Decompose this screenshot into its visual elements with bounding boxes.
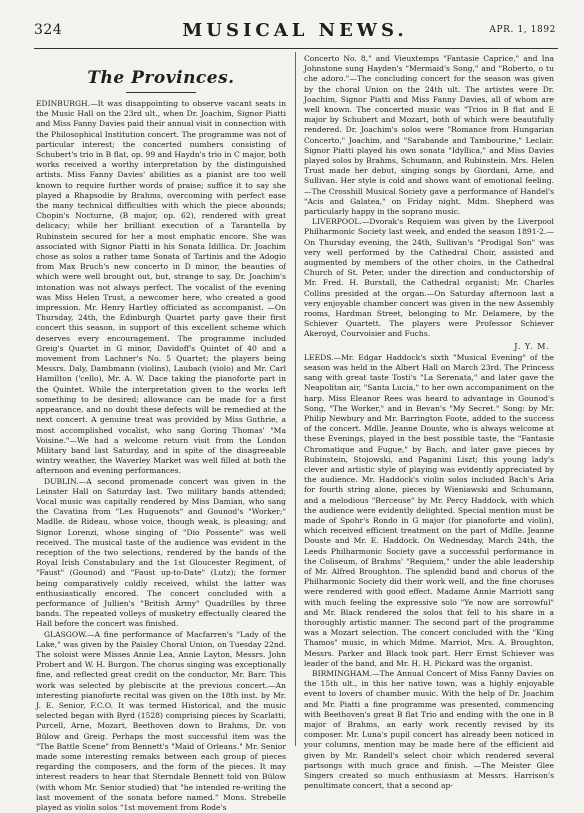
article-paragraph: GLASGOW.—A fine performance of Macfarren's "Lady of the Lake," was given by the Paisley Choral Union, on Tuesday 22nd. The soloist were Misses Annie Lea, Annie Layton, Messrs. John Probert and W. H. Burgon. The chorus singing was exceptionally fine, and reflected great credit on the conductor, Mr. Barr. This work was selected by plebiscite at the previous concert.—An interesting pianoforte recital was given on the 18th inst. by Mr. J. E. Senior, F.C.O. It was termed Historical, and the music selected began with Byrd (1528) comprising pieces by Scarlatti, Purcell, Arne, Mozart, Beethoven down to Brahms, Dr. von Bülow and Greig. Perhaps the most successful item was the "The Battle Scene" from Bennett's "Maid of Orleans." Mr. Senior made some interesting remaks between each group of pieces regarding the composers, and the form of the pieces. It may interest readers to hear that Sterndale Bennett told von Bülow (with whom Mr. Senior studied) that "he intended re-writing the last movement of the sonata before named." Mons. Strebelle played as violin solos "1st movement from Rode's [36,629,286,813]
issue-date: APR. 1, 1892 [489,25,556,35]
right-column [304,54,554,791]
section-heading: The Provinces. [87,68,235,88]
page-number: 324 [34,22,63,38]
article-paragraph: DUBLIN.—A second promenade concert was given in the Leinster Hall on Saturday last. Two military bands attended; Vocal music was capitally rendered by Miss Damian, who sang the Cavatina from "Les Huguenots" and Gounod's "Worker;" Madlle. de Rideau, whose voice, though weak, is pleasing; and Signor Lorenzi, whose singing of "Dio Possente" was well received. The musical taste of the audience was evident in the reception of the two selections, rendered by the bands of the Royal Irish Constabulary and the 1st Gloucester Regiment, of "Faust" (Gounod) and "Faust up-to-Date" (Lutz); the former being comparatively coldly received, whilst the latter was enthusiastically encored. The concert concluded with a performance of Jullien's "British Army" Quadrilles by three bands. The repeated volleys of musketry effectually cleared the Hall before the concert was finished. [36,476,286,629]
article-paragraph: Concerto No. 8," and Vieuxtemps "Fantasie Caprice," and Ina Johnstone sung Hayden's "Mermaid's Song," and "Roberto, o tu che adoro."—The concluding concert for the season was given by the choral Union on the 24th ult. The artistes were Dr. Joachim, Signor Piatti and Miss Fanny Davies, all of whom are well known. The concerted music was "Trios in B flat and E major by Schubert and Mozart, both of which were beautifully rendered. Dr. Joachim's solos were "Romance from Hungarian Concerto," Joachim, and "Sarabande and Tambourine," Leclair. Signor Piatti played his own sonata "Idyllica," and Miss Davies played solos by Brahms, Schumann, and Rubinstein. Mrs. Helen Trust made her debut, singing songs by Giordani, Arne, and Sullivan. Her style is cold and shows want of emotional feeling.—The Crosshill Musical Society gave a performance of Handel's "Acis and Galatea," on Friday night. Mdm. Shepherd was particularly happy in the soprano music. [304,54,554,217]
author-signature: J. Y. M. [514,341,550,351]
article-paragraph: LEEDS.—Mr. Edgar Haddock's sixth "Musical Evening" of the season was held in the Albert Hall on March 23rd. The Princess sang with great taste Tosti's "La Serenata," and later gave the Neapolitan air, "Santa Lucia," to her own accompaniment on the harp. Miss Eleanor Rees was heard to advantage in Gounod's Song, "The Worker," and in Bevan's "My Secret." Song: by Mr. Philip Newbury and Mr. Barrington Foote, added to the success of the concert. Mdlle. Jeanne Douste, who is always welcome at these Evenings, played in the best possible taste, the "Fantasie Chromatique and Fugue," by Bach, and later gave pieces by Rubinstein, Stojowski, and Paganini Liszt; this young lady's clever and artistic style of playing was evidently appreciated by the audience. Mr. Haddock's violin solos included Bach's Aria for fourth string alone, pieces by Wieniawski and Schumann, and a melodious "Berceuse" by Mr. Percy Haddock, with which the audience were evidently delighted. Special mention must be made of Spohr's Rondo in G major (for pianoforte and violin), which received efficient treatment on the part of Mdlle. Jeanne Douste and Mr. E. Haddock. On Wednesday, March 24th, the Leeds Philharmonic Society gave a successful performance in the Coliseum, of Brahms' "Requiem," under the able leadership of Mr. Alfred Broughton. The splendid band and chorus of the Philharmonic Society did their work well, and the fine choruses were rendered with good effect. Madame Annie Marriott sang with much feeling the expressive solo "Ye now are sorrowful" and Mr. Black rendered the solos that fell to his share in a thoroughly artistic manner. The second part of the programme was a Mozart selection. The concert concluded with the "King Thamos" music, in which Mdme. Marriot, Mrs. A. Broughton, Messrs. Parker and Black took part. Herr Ernst Schiever was leader of the band, and Mr. H. H. Pickard was the organist. [304,352,554,668]
page-header [34,20,556,46]
column-divider [295,52,296,746]
section-underline [126,92,196,93]
article-paragraph: BIRMINGHAM.—The Annual Concert of Miss Fanny Davies on the 15th ult., in this her native town, was a highly enjoyable event to lovers of chamber music. With the help of Dr. Joachim and Mr. Piatti a fine programme was presented, commencing with Beethoven's great B flat Trio and ending with the one in B major of Brahms, an early work recently revised by its composer. Mr. Luna's pupil concert has already been noticed in your columns, mention may be made here of the efficient aid given by Mr. Randell's select choir which rendered several partsongs with much grace and finish. —The Meister Glee Singers created so much enthusiasm at Messrs. Harrison's penultimate concert, that a second ap- [304,668,554,791]
header-rule [34,48,558,49]
article-paragraph: LIVERPOOL.—Dvorak's Requiem was given by the Liverpool Philharmonic Society last week, and ended the season 1891-2.—On Thursday evening, the 24th, Sullivan's "Prodigal Son" was very well performed by the Cathedral Choir, assisted and augmented by members of the other choirs, in the Cathedral Church of St. Peter, under the direction and conductorship of Mr. Fred. H. Burstall, the Cathedral organist; Mr. Charles Collins presided at the organ.—On Saturday afternoon last a very enjoyable chamber concert was given in the new Assembly rooms, Hardman Street, belonging to Mr. Delamere, by the Schiever Quartett. The players were Professor Schiever Akeroyd, Courvoisier and Fuchs. [304,217,554,339]
running-title: MUSICAL NEWS. [182,20,408,41]
article-paragraph: EDINBURGH.—It was disappointing to observe vacant seats in the Music Hall on the 23rd ult., when Dr. Joachim, Signor Piatti and Miss Fanny Davies paid their annual visit in connection with the Philosophical Institution concert. The programme was not of particular interest; the concerted numbers consisting of Schubert's trio in B flat, op. 99 and Haydn's trio in C major, both works received a worthy interpretation by the distinguished artists. Miss Fanny Davies' abilities as a pianist are too well known to require further words of praise; suffice it to say she played a Rhapsodie by Brahms, overcoming with perfect ease the many technical difficulties with which the piece abounds; Chopin's Nocturne, (B major, op. 62), rendered with great delicacy; while her brilliant execution of a Tarantella by Rubinstein secured for her a most emphatic encore. She was associated with Signor Piatti in his Sonata Idillica. Dr. Joachim chose as solos a rather tame Sonata of Tartinis and the Adogio from Max Bruch's new concerto in D minor, the beauties of which were well brought out, but, strange to say, Dr. Joachim's intonation was not always perfect. The vocalist of the evening was Miss Helen Trust, a newcomer here, who created a good impression. Mr. Henry Hartley officiated as accompanist. —On Thursday, 24th, the Edinburgh Quartet party gave their first concert this season, in support of this excellent scheme which deserves every encouragement. The programme included Greig's Quartet in G minor, Davidoff's Quintet of 40 and a movement from Lachner's No. 5 Quartet; the players being Messrs. Daly, Dambmann (violins), Laubach (violo) and Mr. Carl Hamilton ('cello), Mr. A. W. Dace taking the pianoforte part in the Quintet. While the interpretation given to the works left something to be desired; allowance can be made for a first appearance, and no doubt these defects will be remedied at the next concert. A genuine treat was provided by Miss Guthrie, a most accomplished vocalist, who sang Goring Thomas' "Ma Voisine."—We had a welcome return visit from the London Military band last Saturday, and in spite of the disagreeable wintry weather, the Waverley Market was well filled at both the afternoon and evening performances. [36,99,286,476]
left-column [36,54,286,813]
